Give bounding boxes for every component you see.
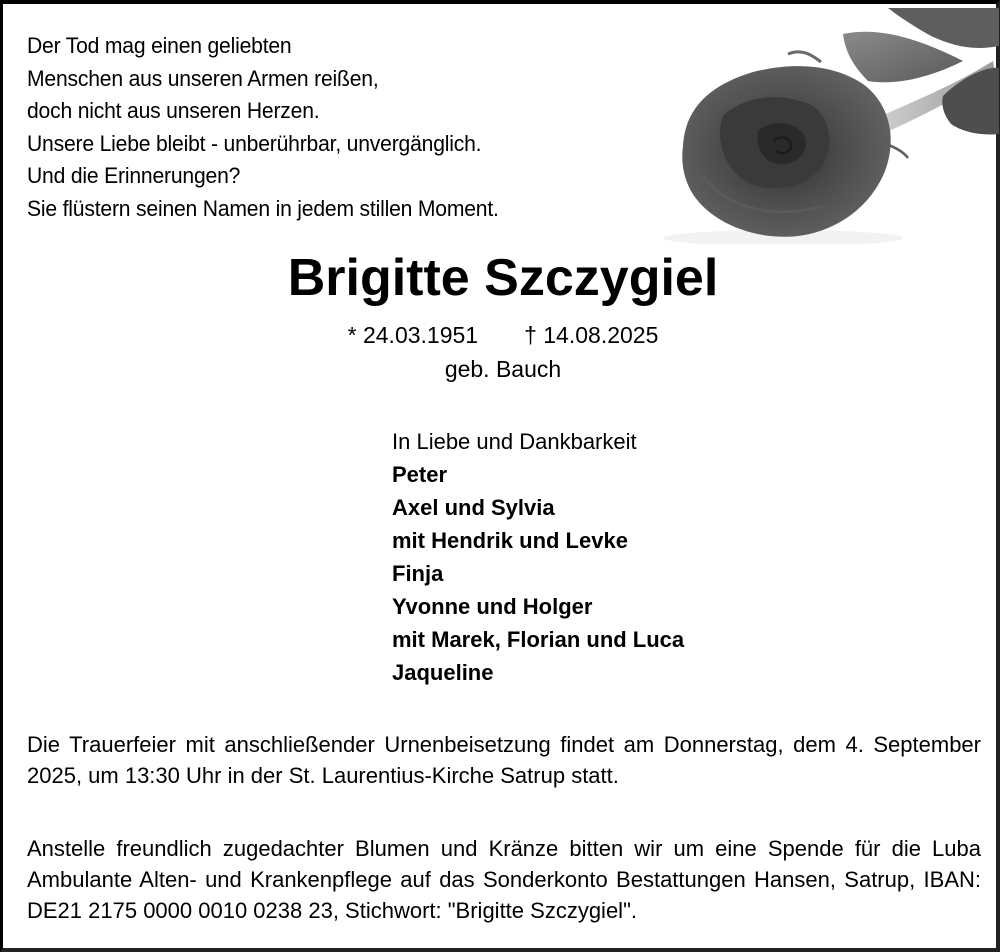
family-member: Jaqueline	[392, 660, 494, 685]
poem	[27, 30, 499, 225]
family-member: Yvonne und Holger	[392, 594, 593, 619]
poem-line: Der Tod mag einen geliebten	[27, 33, 292, 58]
life-dates	[3, 322, 1000, 349]
poem-line: Sie flüstern seinen Namen in jedem stillen Moment.	[27, 195, 499, 221]
donation-notice: Anstelle freundlich zugedachter Blumen und Kränze bitten wir um eine Spende für die Luba Ambulante Alten- und Krankenpflege auf das Sonderkonto Bestattungen Hansen, Satrup, IBAN: DE21 2175 0000 0010 0238 23, Stichwort: "Brigitte Szczygiel".	[27, 836, 981, 923]
family-member: mit Marek, Florian und Luca	[392, 627, 685, 652]
family-member: mit Hendrik und Levke	[392, 528, 628, 553]
poem-line: Menschen aus unseren Armen reißen,	[27, 65, 379, 91]
maiden-name: geb. Bauch	[444, 356, 562, 382]
death-date: † 14.08.2025	[524, 322, 659, 348]
rose-image	[663, 6, 999, 244]
poem-line: Und die Erinnerungen?	[27, 163, 241, 188]
birth-date: * 24.03.1951	[347, 322, 479, 348]
family-signatures	[392, 425, 684, 689]
ceremony-notice: Die Trauerfeier mit anschließender Urnenbeisetzung findet am Donnerstag, dem 4. September 2025, um 13:30 Uhr in der St. Laurentius-Kirche Satrup statt.	[27, 732, 981, 788]
poem-line: doch nicht aus unseren Herzen.	[27, 98, 320, 123]
family-intro: In Liebe und Dankbarkeit	[392, 429, 637, 454]
deceased-name: Brigitte Szczygiel	[287, 249, 719, 307]
poem-line: Unsere Liebe bleibt - unberührbar, unvergänglich.	[27, 130, 482, 156]
family-member: Finja	[392, 561, 444, 586]
family-member: Axel und Sylvia	[392, 495, 555, 520]
family-member: Peter	[392, 462, 448, 487]
